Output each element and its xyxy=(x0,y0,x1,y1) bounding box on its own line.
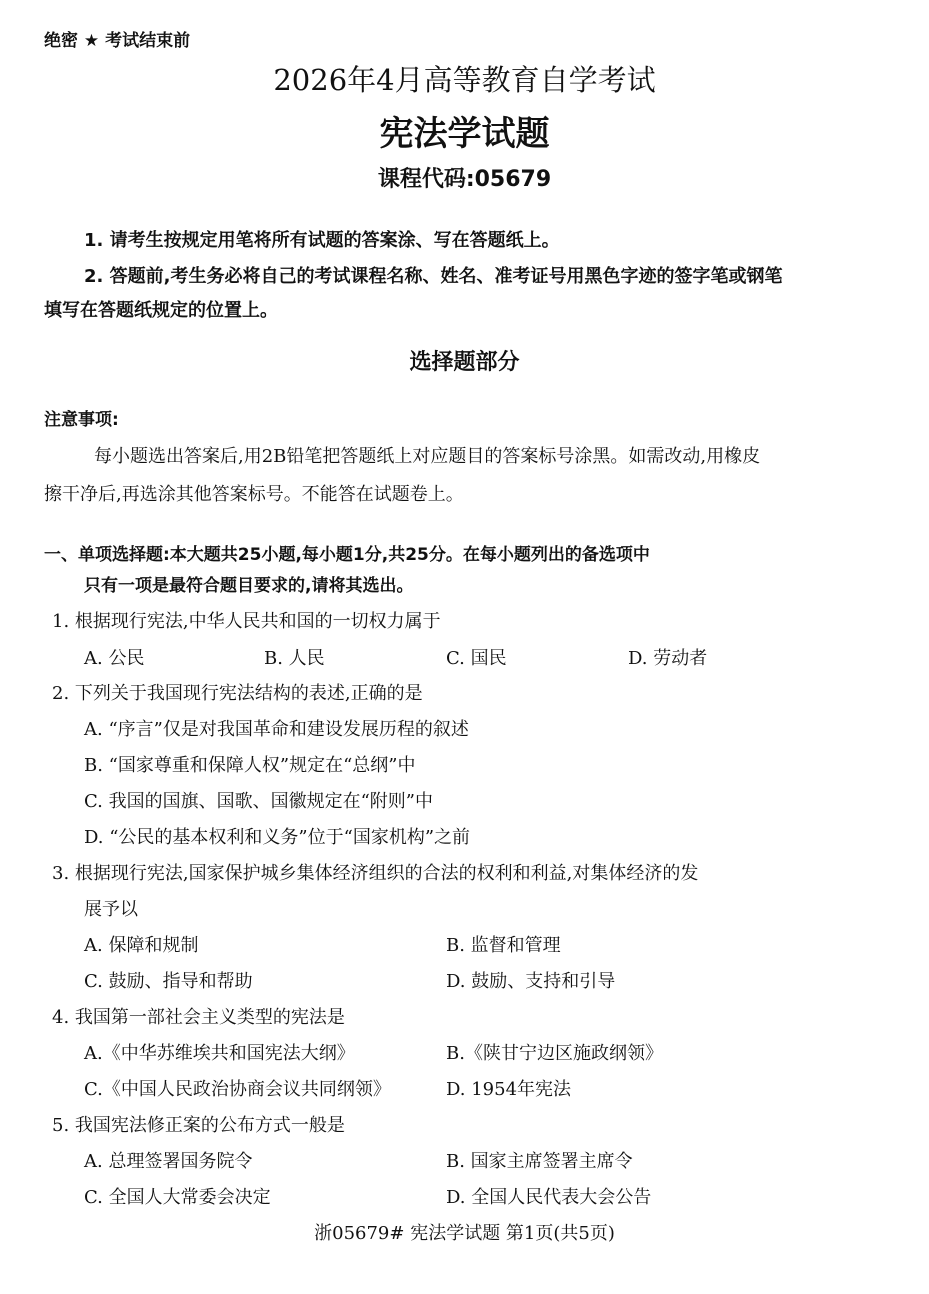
question-3-option-d: D. 鼓励、支持和引导 xyxy=(446,971,616,992)
question-4-option-d: D. 1954年宪法 xyxy=(446,1079,572,1100)
confidential-mark: 绝密 ★ 考试结束前 xyxy=(44,31,191,51)
question-1-option-a: A. 公民 xyxy=(84,648,145,669)
subject-title: 宪法学试题 xyxy=(379,114,550,154)
question-5-option-b: B. 国家主席签署主席令 xyxy=(446,1151,633,1172)
question-4-option-b: B.《陕甘宁边区施政纲领》 xyxy=(446,1043,663,1064)
question-2-stem: 2. 下列关于我国现行宪法结构的表述,正确的是 xyxy=(52,683,423,704)
question-1-stem: 1. 根据现行宪法,中华人民共和国的一切权力属于 xyxy=(52,611,441,632)
question-5-option-a: A. 总理签署国务院令 xyxy=(84,1151,253,1172)
question-4-option-c: C.《中国人民政治协商会议共同纲领》 xyxy=(84,1079,391,1100)
notice-heading: 注意事项: xyxy=(44,410,119,430)
instruction-1: 1. 请考生按规定用笔将所有试题的答案涂、写在答题纸上。 xyxy=(84,230,560,251)
question-4-option-a: A.《中华苏维埃共和国宪法大纲》 xyxy=(84,1043,355,1064)
question-2-option-a: A. “序言”仅是对我国革命和建设发展历程的叙述 xyxy=(84,719,469,740)
question-1-option-c: C. 国民 xyxy=(446,648,507,669)
part-one-heading: 一、单项选择题:本大题共25小题,每小题1分,共25分。在每小题列出的备选项中 xyxy=(44,545,650,565)
question-5-option-d: D. 全国人民代表大会公告 xyxy=(446,1187,652,1208)
question-3-stem: 3. 根据现行宪法,国家保护城乡集体经济组织的合法的权利和利益,对集体经济的发 xyxy=(52,863,699,884)
question-3-option-a: A. 保障和规制 xyxy=(84,935,199,956)
section-title: 选择题部分 xyxy=(409,350,520,375)
question-5-stem: 5. 我国宪法修正案的公布方式一般是 xyxy=(52,1115,345,1136)
course-code: 课程代码:05679 xyxy=(377,167,552,192)
page-footer: 浙05679# 宪法学试题 第1页(共5页) xyxy=(314,1223,615,1244)
notice-line-2: 擦干净后,再选涂其他答案标号。不能答在试题卷上。 xyxy=(44,484,464,505)
question-3-option-c: C. 鼓励、指导和帮助 xyxy=(84,971,253,992)
question-2-option-b: B. “国家尊重和保障人权”规定在“总纲”中 xyxy=(84,755,416,776)
question-2-option-c: C. 我国的国旗、国歌、国徽规定在“附则”中 xyxy=(84,791,433,812)
question-2-option-d: D. “公民的基本权利和义务”位于“国家机构”之前 xyxy=(84,827,471,848)
question-3-stem-continued: 展予以 xyxy=(84,899,138,920)
part-one-heading-continued: 只有一项是最符合题目要求的,请将其选出。 xyxy=(84,576,414,596)
instruction-2: 2. 答题前,考生务必将自己的考试课程名称、姓名、准考证号用黑色字迹的签字笔或钢笔 xyxy=(84,266,783,287)
question-5-option-c: C. 全国人大常委会决定 xyxy=(84,1187,271,1208)
exam-title: 2026年4月高等教育自学考试 xyxy=(273,63,656,97)
instruction-2-continued: 填写在答题纸规定的位置上。 xyxy=(44,300,278,321)
question-1-option-d: D. 劳动者 xyxy=(628,648,708,669)
notice-line-1: 每小题选出答案后,用2B铅笔把答题纸上对应题目的答案标号涂黑。如需改动,用橡皮 xyxy=(94,446,761,467)
question-4-stem: 4. 我国第一部社会主义类型的宪法是 xyxy=(52,1007,345,1028)
question-1-option-b: B. 人民 xyxy=(264,648,325,669)
question-3-option-b: B. 监督和管理 xyxy=(446,935,561,956)
